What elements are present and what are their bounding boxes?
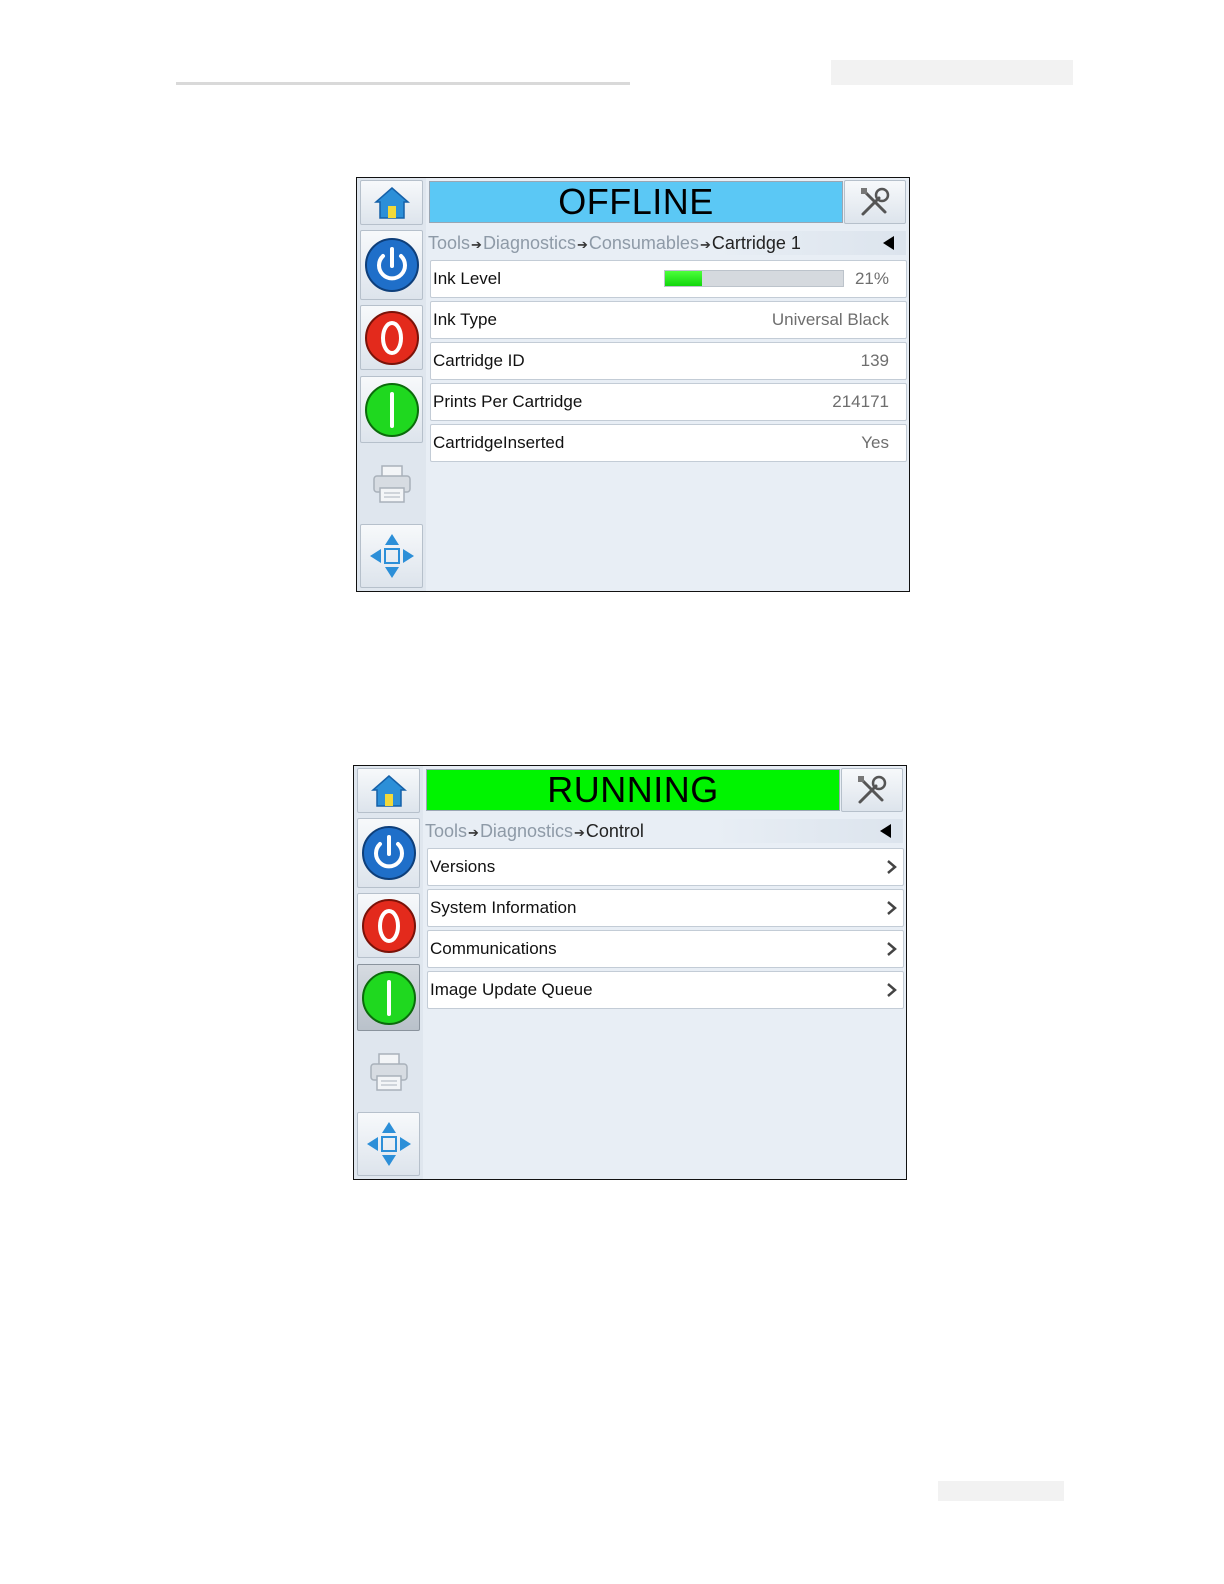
menu-item-versions[interactable] — [427, 848, 904, 886]
navigate-icon — [369, 533, 415, 579]
menu-item-label: Communications — [430, 939, 557, 958]
home-icon — [371, 774, 407, 808]
row-label: Prints Per Cartridge — [433, 392, 583, 411]
breadcrumb-item[interactable]: Consumables — [588, 233, 699, 253]
breadcrumb-arrow-icon: ➔ — [576, 237, 588, 252]
breadcrumb-item[interactable]: Tools — [428, 233, 471, 253]
breadcrumb-item[interactable]: Tools — [425, 821, 468, 841]
row-label: Ink Type — [433, 310, 497, 329]
stop-icon — [361, 898, 417, 954]
breadcrumb — [425, 819, 903, 843]
row-label: Cartridge ID — [433, 351, 525, 370]
breadcrumb-item[interactable]: Diagnostics — [479, 821, 573, 841]
breadcrumb-item[interactable]: Diagnostics — [482, 233, 576, 253]
navigate-icon — [366, 1121, 412, 1167]
power-button[interactable] — [357, 818, 420, 888]
ink-level-row — [430, 260, 907, 298]
breadcrumb-arrow-icon: ➔ — [573, 825, 585, 840]
chevron-right-icon — [883, 859, 899, 875]
printer-icon — [370, 462, 414, 506]
row-value: 214171 — [832, 392, 889, 411]
chevron-right-icon — [883, 982, 899, 998]
back-icon[interactable] — [883, 236, 894, 250]
status-banner: RUNNING — [426, 769, 840, 811]
home-button[interactable] — [357, 768, 420, 813]
cartridge-id-row[interactable] — [430, 342, 907, 380]
status-banner: OFFLINE — [429, 181, 843, 223]
sidebar — [354, 766, 423, 1179]
sidebar — [357, 178, 426, 591]
row-value: Universal Black — [771, 310, 889, 329]
printer-icon — [367, 1050, 411, 1094]
power-icon — [361, 825, 417, 881]
home-icon — [374, 186, 410, 220]
row-value: Yes — [861, 433, 889, 452]
printer-button[interactable] — [357, 1038, 420, 1106]
breadcrumb-arrow-icon: ➔ — [471, 237, 482, 252]
printer-screen-offline — [356, 177, 910, 592]
start-button[interactable] — [360, 376, 423, 443]
chevron-right-icon — [883, 941, 899, 957]
breadcrumb-current: Cartridge 1 — [711, 233, 801, 253]
stop-button[interactable] — [360, 305, 423, 370]
row-value: 139 — [860, 351, 889, 370]
ink-level-bar-fill — [665, 271, 702, 286]
tools-icon — [855, 773, 889, 807]
navigate-button[interactable] — [360, 524, 423, 588]
stop-icon — [364, 310, 420, 366]
tools-button[interactable] — [841, 768, 903, 812]
row-value: 21% — [854, 269, 889, 288]
tools-button[interactable] — [844, 180, 906, 224]
cartridge-inserted-row[interactable] — [430, 424, 907, 462]
stop-button[interactable] — [357, 893, 420, 958]
ink-level-bar — [664, 270, 844, 287]
page-footer-box — [938, 1481, 1064, 1501]
start-button[interactable] — [357, 964, 420, 1031]
power-icon — [364, 237, 420, 293]
menu-item-label: Versions — [430, 857, 496, 876]
row-label: Ink Level — [433, 269, 502, 288]
back-icon[interactable] — [880, 824, 891, 838]
chevron-right-icon — [883, 900, 899, 916]
page-header-box — [831, 60, 1073, 85]
menu-item-image-update-queue[interactable] — [427, 971, 904, 1009]
menu-item-communications[interactable] — [427, 930, 904, 968]
navigate-button[interactable] — [357, 1112, 420, 1176]
page-header-rule — [176, 82, 630, 85]
breadcrumb-arrow-icon: ➔ — [468, 825, 479, 840]
breadcrumb-arrow-icon: ➔ — [699, 237, 711, 252]
home-button[interactable] — [360, 180, 423, 225]
breadcrumb-current: Control — [585, 821, 644, 841]
prints-per-cartridge-row[interactable] — [430, 383, 907, 421]
menu-item-system-information[interactable] — [427, 889, 904, 927]
menu-item-label: Image Update Queue — [430, 980, 593, 999]
printer-screen-running — [353, 765, 907, 1180]
start-icon — [364, 382, 420, 438]
power-button[interactable] — [360, 230, 423, 300]
row-label: CartridgeInserted — [433, 433, 565, 452]
ink-type-row[interactable] — [430, 301, 907, 339]
start-icon — [361, 970, 417, 1026]
printer-button[interactable] — [360, 450, 423, 518]
menu-item-label: System Information — [430, 898, 577, 917]
tools-icon — [858, 185, 892, 219]
breadcrumb — [428, 231, 906, 255]
